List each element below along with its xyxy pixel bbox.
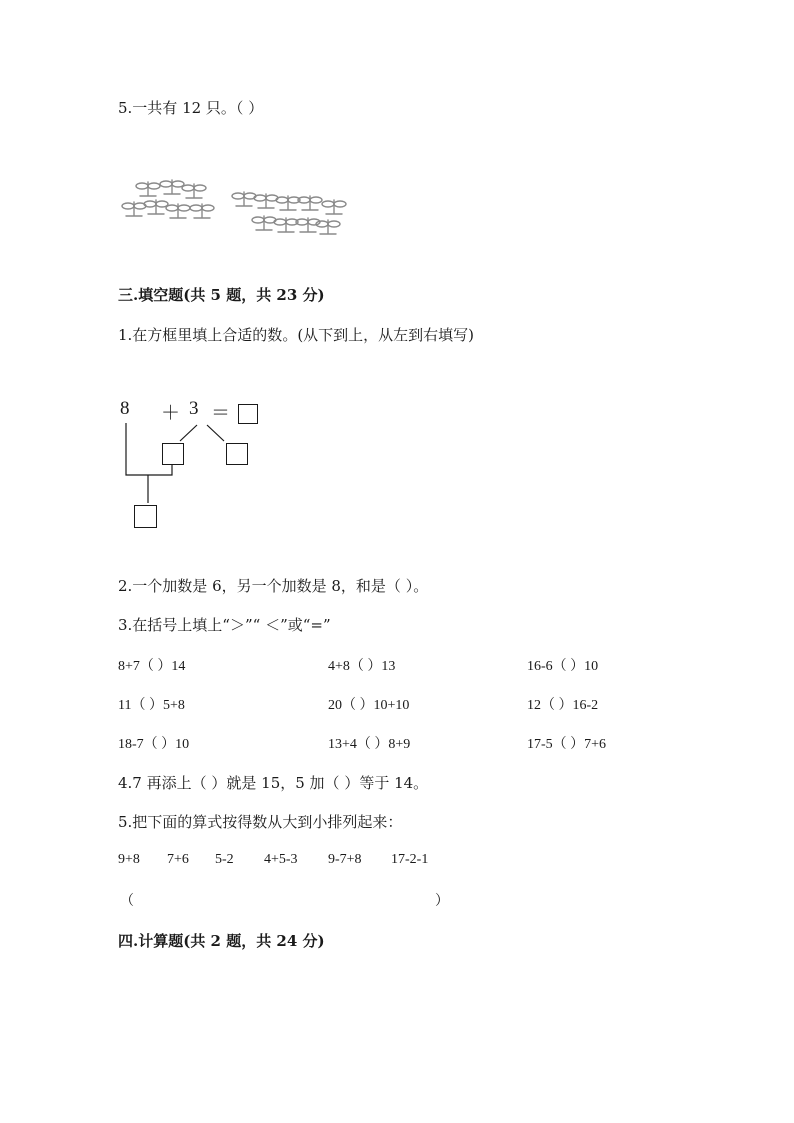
compare-item: 4+8（ ）13: [328, 659, 396, 674]
answer-box-bottom[interactable]: [134, 505, 157, 528]
illustration-figures: [120, 172, 360, 242]
expression-item: 5-2: [215, 852, 234, 867]
section-4-title: 四.计算题(共 2 题，共 24 分): [118, 932, 325, 950]
figure-icon: [322, 200, 346, 214]
question-1-text: 1.在方框里填上合适的数。(从下到上，从左到右填写): [118, 326, 475, 344]
expression-item: 7+6: [167, 852, 189, 867]
section-3-title: 三.填空题(共 5 题，共 23 分): [118, 286, 325, 304]
figure-icon: [232, 192, 256, 206]
diagram-equals-sign: ＝: [211, 402, 231, 424]
figure-icon: [254, 194, 278, 208]
answer-box-split-right[interactable]: [226, 443, 248, 465]
expression-item: 4+5-3: [264, 852, 298, 867]
figure-icon: [276, 196, 300, 210]
compare-item: 17-5（ ）7+6: [527, 737, 607, 752]
answer-box-sum[interactable]: [238, 404, 258, 424]
diagram-number-a: 8: [120, 398, 130, 419]
diagram-plus-sign: ＋: [161, 402, 181, 424]
compare-item: 16-6（ ）10: [527, 659, 599, 674]
compare-item: 20（ ）10+10: [328, 698, 410, 713]
compare-item: 13+4（ ）8+9: [328, 737, 411, 752]
question-5-count-text: 5.一共有 12 只。（ ）: [118, 99, 264, 117]
expression-item: 9+8: [118, 852, 140, 867]
expression-item: 9-7+8: [328, 852, 362, 867]
question-4-text: 4.7 再添上（ ）就是 15，5 加（ ）等于 14。: [118, 774, 429, 792]
figure-icon: [122, 202, 146, 216]
question-3-text: 3.在括号上填上“＞”“ ＜”或“=”: [118, 616, 331, 634]
figure-icon: [160, 180, 184, 194]
compare-item: 12（ ）16-2: [527, 698, 599, 713]
answer-open-paren: （: [120, 894, 134, 909]
figure-icon: [182, 184, 206, 198]
compare-item: 8+7（ ）14: [118, 659, 186, 674]
expression-item: 17-2-1: [391, 852, 429, 867]
figure-icon: [190, 204, 214, 218]
figure-icon: [144, 200, 168, 214]
answer-box-split-left[interactable]: [162, 443, 184, 465]
compare-item: 18-7（ ）10: [118, 737, 190, 752]
compare-item: 11（ ）5+8: [118, 698, 185, 713]
figure-icon: [166, 204, 190, 218]
question-5-sort-text: 5.把下面的算式按得数从大到小排列起来：: [118, 813, 403, 831]
question-2-text: 2.一个加数是 6，另一个加数是 8，和是（ ）。: [118, 577, 429, 595]
diagram-number-b: 3: [189, 398, 199, 419]
figure-icon: [136, 182, 160, 196]
figure-icon: [274, 218, 298, 232]
figure-icon: [298, 196, 322, 210]
answer-close-paren: ）: [435, 894, 449, 909]
figure-icon: [252, 216, 276, 230]
